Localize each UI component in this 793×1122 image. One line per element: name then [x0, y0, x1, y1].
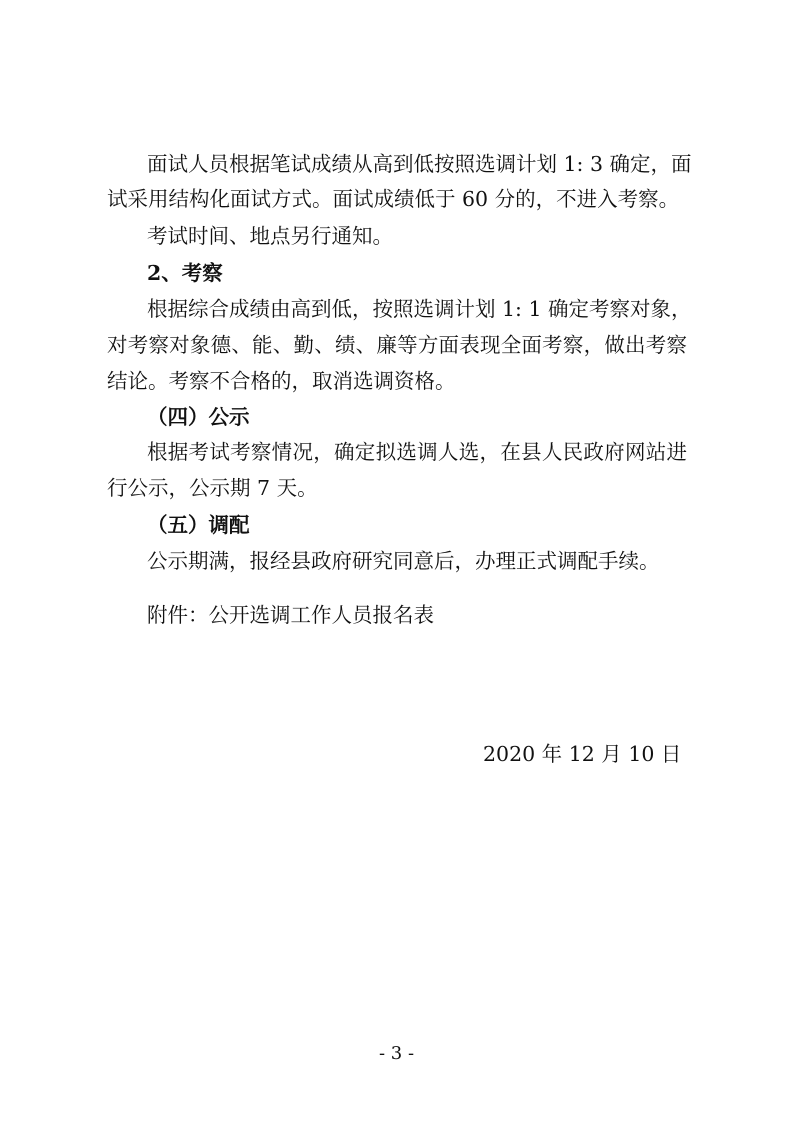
inspection-paragraph-line-2: 对考察对象德、能、勤、绩、廉等方面表现全面考察，做出考察	[107, 333, 687, 357]
publicity-paragraph-line-1: 根据考试考察情况，确定拟选调人选，在县人民政府网站进	[147, 440, 687, 464]
heading-transfer: （五）调配	[147, 513, 250, 537]
exam-notice-paragraph: 考试时间、地点另行通知。	[147, 224, 393, 248]
inspection-paragraph-line-1: 根据综合成绩由高到低，按照选调计划 1: 1 确定考察对象，	[147, 297, 692, 321]
transfer-paragraph: 公示期满，报经县政府研究同意后，办理正式调配手续。	[147, 549, 660, 573]
interview-paragraph-line-1: 面试人员根据笔试成绩从高到低按照选调计划 1: 3 确定，面	[147, 152, 692, 176]
document-date: 2020 年 12 月 10 日	[483, 742, 682, 766]
attachment-line: 附件：公开选调工作人员报名表	[147, 603, 434, 627]
heading-inspection: 2、考察	[147, 261, 223, 285]
heading-publicity: （四）公示	[147, 405, 250, 429]
interview-paragraph-line-2: 试采用结构化面试方式。面试成绩低于 60 分的，不进入考察。	[107, 187, 680, 211]
inspection-paragraph-line-3: 结论。考察不合格的，取消选调资格。	[107, 369, 456, 393]
page-number: - 3 -	[378, 1043, 415, 1064]
publicity-paragraph-line-2: 行公示，公示期 7 天。	[107, 476, 318, 500]
